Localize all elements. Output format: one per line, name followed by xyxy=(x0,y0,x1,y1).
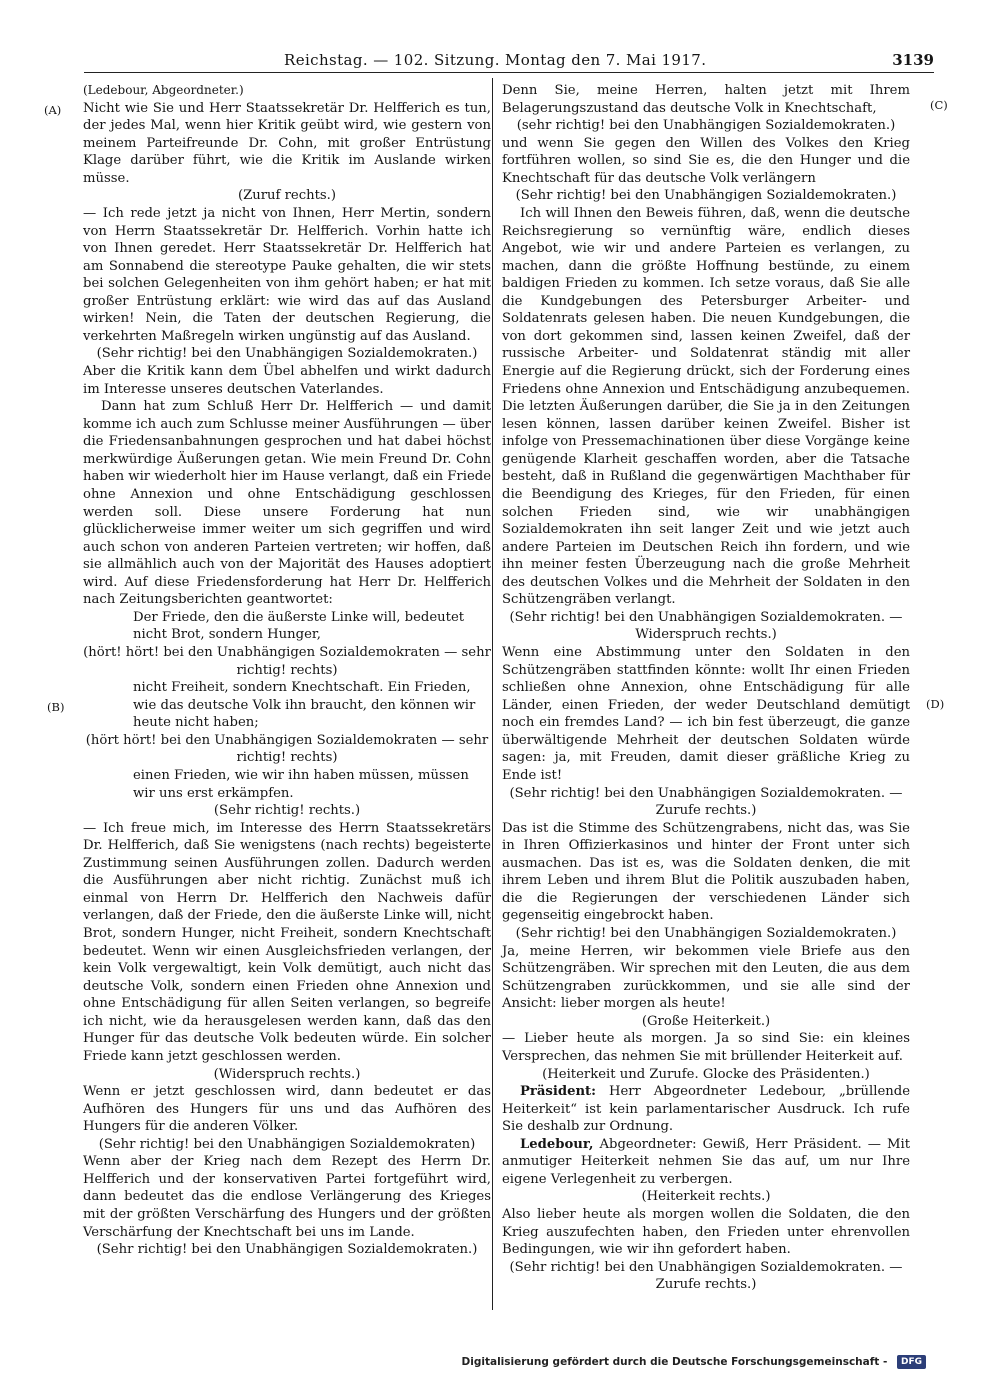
interjection xyxy=(83,732,491,767)
paragraph-text: einen Frieden, wie wir ihn haben müssen, müssen wir uns erst erkämpfen. xyxy=(133,767,469,801)
margin-marker-c: (C) xyxy=(930,98,948,112)
interjection xyxy=(83,802,491,820)
footer-text: Digitalisierung gefördert durch die Deutsche Forschungsgemeinschaft - xyxy=(461,1356,888,1368)
interjection xyxy=(502,1259,910,1294)
paragraph-text: Wenn er jetzt geschlossen wird, dann bedeutet er das Aufhören des Hungers für uns und das Aufhören des Hungers für die anderen Völker. xyxy=(83,1084,491,1135)
interjection xyxy=(83,1136,491,1154)
paragraph xyxy=(502,205,910,609)
paragraph xyxy=(502,943,910,1013)
speaker-line xyxy=(83,82,491,100)
paragraph-text: (Heiterkeit rechts.) xyxy=(641,1189,771,1205)
interjection xyxy=(83,345,491,363)
margin-marker-a: (A) xyxy=(44,103,62,117)
interjection xyxy=(83,644,491,679)
paragraph-text: Ja, meine Herren, wir bekommen viele Briefe aus den Schützengräben. Wir sprechen mit den Leuten, die aus dem Schützengraben zurückkommen, und sie alle sind der Ansicht: lieber morgen als heute! xyxy=(502,943,910,1012)
interjection xyxy=(502,1013,910,1031)
paragraph xyxy=(502,1030,910,1065)
paragraph xyxy=(502,820,910,925)
column-divider xyxy=(492,78,493,1310)
paragraph-text: Also lieber heute als morgen wollen die Soldaten, die den Krieg auszufechten haben, den Frieden unter ehrenvollen Bedingungen, wie wir ihn gefordert haben. xyxy=(502,1207,910,1258)
paragraph xyxy=(83,679,491,732)
paragraph xyxy=(83,398,491,609)
paragraph xyxy=(502,1083,910,1136)
paragraph-text: (Sehr richtig! rechts.) xyxy=(213,803,361,819)
paragraph-text: (hört hört! bei den Unabhängigen Sozialdemokraten — sehr richtig! rechts) xyxy=(85,732,489,766)
paragraph xyxy=(83,820,491,1066)
paragraph-text: Abgeordneter: Gewiß, Herr Präsident. — Mit anmutiger Heiterkeit nehmen Sie das auf, um nur Ihre eigene Verlegenheit zu verbergen. xyxy=(502,1136,910,1187)
paragraph-text: Denn Sie, meine Herren, halten jetzt mit Ihrem Belagerungszustand das deutsche Volk in Knechtschaft, xyxy=(502,83,910,116)
paragraph xyxy=(83,1083,491,1136)
footer xyxy=(462,1353,926,1371)
speaker-name: Präsident: xyxy=(520,1084,597,1100)
page-number: 3139 xyxy=(892,51,934,69)
interjection xyxy=(502,187,910,205)
left-column xyxy=(83,82,491,1259)
interjection xyxy=(502,1066,910,1084)
paragraph xyxy=(502,82,910,117)
paragraph-text: (Sehr richtig! bei den Unabhängigen Sozialdemokraten.) xyxy=(515,926,897,941)
interjection xyxy=(502,1188,910,1206)
paragraph-text: Das ist die Stimme des Schützengrabens, nicht das, was Sie in Ihren Offizierkasinos und hinter der Front unter sich ausmachen. Das ist es, was die Soldaten denken, die mit ihrem Leben und ihrem Blut die Politik auszubaden haben, die die Regierungen der verschiedenen Länder sich gegenseitig eingebrockt haben. xyxy=(502,820,910,924)
paragraph xyxy=(502,135,910,188)
paragraph-text: Aber die Kritik kann dem Übel abhelfen und wirkt dadurch im Interesse unseres deutschen Vaterlandes. xyxy=(83,364,491,397)
paragraph-text: — Ich rede jetzt ja nicht von Ihnen, Herr Mertin, sondern von Herrn Staatssekretär Dr. Helfferich. Vorhin hatte ich von Ihnen geredet. Herr Staatssekretär Dr. Helfferich hat am Sonnabend die stereotype Pauke gehalten, die wir stets bei solchen Gelegenheiten von ihm gehört haben; er hat mit großer Entrüstung erklärt: wie wird das auf das Ausland wirken! Nein, die Taten der deutschen Regierung, die verkehrten Maßregeln wirken ungünstig auf das Ausland. xyxy=(83,205,491,344)
interjection xyxy=(502,785,910,820)
page-title: Reichstag. — 102. Sitzung. Montag den 7. Mai 1917. xyxy=(284,51,707,69)
paragraph-text: (Große Heiterkeit.) xyxy=(641,1013,771,1029)
dfg-logo: DFG xyxy=(897,1355,926,1369)
paragraph-text: Herr Abgeordneter Ledebour, „brüllende Heiterkeit“ ist kein parlamentarischer Ausdruck. Ich rufe Sie deshalb zur Ordnung. xyxy=(502,1084,910,1135)
paragraph-text: (Zuruf rechts.) xyxy=(237,188,337,204)
paragraph xyxy=(83,363,491,398)
interjection xyxy=(83,1241,491,1259)
paragraph-text: (Sehr richtig! bei den Unabhängigen Sozialdemokraten.) xyxy=(96,346,478,362)
margin-marker-d: (D) xyxy=(926,697,945,711)
interjection xyxy=(83,187,491,205)
page-header xyxy=(84,50,934,70)
paragraph-text: Wenn eine Abstimmung unter den Soldaten in den Schützengräben stattfinden könnte: wollt Ihr einen Frieden schließen ohne Annexion, ohne Entschädigung für alle Länder, einen Frieden, der weder Deutschland demütigt noch ein fremdes Land? — ich bin fest überzeugt, die ganze überwältigende Mehrheit der deutschen Soldaten würde sagen: ja, mit Freuden, damit dieser gräßliche Krieg zu Ende ist! xyxy=(502,645,910,783)
paragraph-text: (Sehr richtig! bei den Unabhängigen Sozialdemokraten.) xyxy=(515,188,897,204)
interjection xyxy=(502,609,910,644)
paragraph-text: (sehr richtig! bei den Unabhängigen Sozialdemokraten.) xyxy=(516,118,896,134)
paragraph-text: (Sehr richtig! bei den Unabhängigen Sozialdemokraten) xyxy=(98,1136,476,1152)
interjection xyxy=(83,1066,491,1084)
paragraph-text: (Sehr richtig! bei den Unabhängigen Sozialdemokraten. — Widerspruch rechts.) xyxy=(509,609,903,643)
paragraph xyxy=(83,767,491,802)
interjection xyxy=(502,925,910,943)
margin-marker-b: (B) xyxy=(47,700,65,714)
paragraph-text: Dann hat zum Schluß Herr Dr. Helfferich — und damit komme ich auch zum Schlusse meiner Ausführungen — über die Friedensanbahnungen gesprochen und hat dabei höchst merkwürdige Äußerungen getan. Wie mein Freund Dr. Cohn haben wir wiederholt hier im Hause verlangt, daß ein Friede ohne Annexion und ohne Entschädigung geschlossen werden soll. Diese unsere Forderung hat nun glücklicherweise immer weiter um sich gegriffen und wird auch schon von anderen Parteien vertreten; wir hoffen, daß sie allmählich auch von der Majorität des Hauses adoptiert wird. Auf diese Friedensforderung hat Herr Dr. Helfferich nach Zeitungsberichten geantwortet: xyxy=(83,399,491,608)
paragraph xyxy=(502,1206,910,1259)
paragraph xyxy=(83,205,491,346)
paragraph xyxy=(502,1136,910,1189)
paragraph-text: Der Friede, den die äußerste Linke will, bedeutet nicht Brot, sondern Hunger, xyxy=(133,609,465,643)
paragraph-text: Nicht wie Sie und Herr Staatssekretär Dr. Helfferich es tun, der jedes Mal, wenn hier Kritik geübt wird, wie gestern von meinem Parteifreunde Dr. Cohn, mit großer Entrüstung Klage darüber führt, wie die Kritik im Auslande wirken müsse. xyxy=(83,100,491,186)
speaker-name: Ledebour, xyxy=(520,1136,594,1152)
paragraph-text: (Sehr richtig! bei den Unabhängigen Sozialdemokraten. — Zurufe rechts.) xyxy=(509,785,903,819)
paragraph-text: (Widerspruch rechts.) xyxy=(213,1066,361,1082)
paragraph-text: Ich will Ihnen den Beweis führen, daß, wenn die deutsche Reichsregierung so vernünftig wäre, endlich dieses Angebot, wie wir und andere Parteien es verlangen, zu machen, dann die größte Hoffnung bestünde, zu einem baldigen Frieden zu kommen. Ich setze voraus, daß Sie alle die Kundgebungen des Petersburger Arbeiter- und Soldatenrats gelesen haben. Die neuen Kundgebungen, die von dort gekommen sind, lassen keinen Zweifel, daß der russische Arbeiter- und Soldatenrat ständig mit aller Energie auf die Regierung drückt, sich der Forderung eines Friedens ohne Annexion und Entschädigung anzubequemen. Die letzten Äußerungen darüber, die Sie ja in den Zeitungen lesen können, lassen darüber keinen Zweifel. Bisher ist infolge von Pressemachinationen über diese Vorgänge keine genügende Klarheit geschaffen worden, aber die Tatsache besteht, daß in Rußland die gegenwärtigen Machthaber für die Beendigung des Krieges, für den Frieden, für einen solchen Frieden sind, wie wir unabhängigen Sozialdemokraten ihn seit langer Zeit und wie jetzt auch andere Parteien im Deutschen Reich ihn fordern, und wie ihn meiner festen Überzeugung nach die große Mehrheit des deutschen Volkes und die Mehrheit der Soldaten in den Schützengräben verlangt. xyxy=(502,205,910,608)
paragraph-text: — Lieber heute als morgen. Ja so sind Sie: ein kleines Versprechen, das nehmen Sie mit brüllender Heiterkeit auf. xyxy=(502,1031,910,1064)
paragraph-text: nicht Freiheit, sondern Knechtschaft. Ein Frieden, wie das deutsche Volk ihn braucht, den können wir heute nicht haben; xyxy=(133,680,476,731)
paragraph-text: und wenn Sie gegen den Willen des Volkes den Krieg fortführen wollen, so sind Sie es, die den Hunger und die Knechtschaft für das deutsche Volk verlängern xyxy=(502,135,910,186)
paragraph xyxy=(83,1153,491,1241)
paragraph-text: (Sehr richtig! bei den Unabhängigen Sozialdemokraten.) xyxy=(96,1242,478,1258)
paragraph xyxy=(83,609,491,644)
right-column xyxy=(502,82,910,1294)
header-rule xyxy=(84,72,934,73)
paragraph xyxy=(502,644,910,785)
paragraph xyxy=(83,100,491,188)
paragraph-text: — Ich freue mich, im Interesse des Herrn Staatssekretärs Dr. Helfferich, daß Sie wenigstens (nach rechts) begeisterte Zustimmung seinen Ausführungen zollen. Dadurch werden die Ausführungen aber nicht richtig. Zunächst muß ich einmal von Herrn Dr. Helfferich den Nachweis dafür verlangen, daß der Friede, den die äußerste Linke will, nicht Brot, sondern Hunger, nicht Freiheit, sondern Knechtschaft bedeutet. Wenn wir einen Ausgleichsfrieden verlangen, der kein Volk vergewaltigt, kein Volk demütigt, auch nicht das deutsche Volk, sondern einen Frieden ohne Annexion und ohne Entschädigung für allen Seiten verlangen, so begreife ich nicht, wie da herausgelesen werden kann, daß das den Hunger für das deutsche Volk bedeuten würde. Ein solcher Friede kann jetzt geschlossen werden. xyxy=(83,820,492,1064)
interjection xyxy=(502,117,910,135)
paragraph-text: (hört! hört! bei den Unabhängigen Sozialdemokraten — sehr richtig! rechts) xyxy=(83,645,491,678)
paragraph-text: Wenn aber der Krieg nach dem Rezept des Herrn Dr. Helfferich und der konservativen Partei fortgeführt wird, dann bedeutet das die endlose Verlängerung des Krieges mit der größten Verschärfung des Hungers und der größten Verschärfung der Knechtschaft bei uns im Lande. xyxy=(83,1154,491,1240)
paragraph-text: (Sehr richtig! bei den Unabhängigen Sozialdemokraten. — Zurufe rechts.) xyxy=(509,1259,903,1293)
paragraph-text: (Ledebour, Abgeordneter.) xyxy=(83,83,244,97)
paragraph-text: (Heiterkeit und Zurufe. Glocke des Präsidenten.) xyxy=(542,1066,870,1082)
